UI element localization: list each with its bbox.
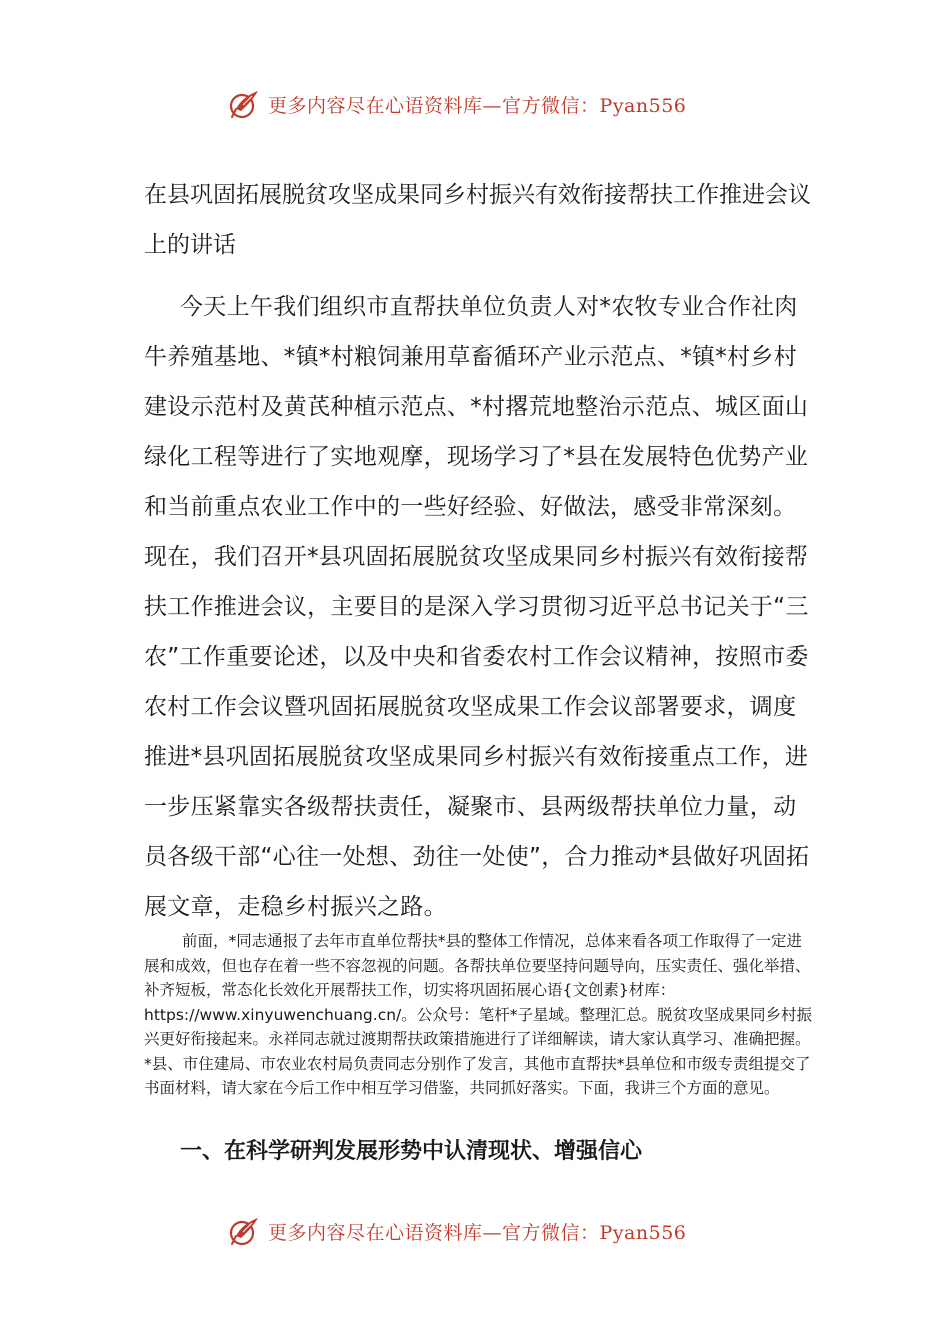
footer-banner: [0, 1211, 950, 1251]
quill-logo-icon: [228, 87, 262, 121]
banner-dash: —: [482, 1221, 503, 1244]
document-title: 在县巩固拓展脱贫攻坚成果同乡村振兴有效衔接帮扶工作推进会议上的讲话: [144, 182, 811, 258]
paragraph-review: 前面，*同志通报了去年市直单位帮扶*县的整体工作情况，总体来看各项工作取得了一定进展和成效，但也存在着一些不容忽视的问题。各帮扶单位要坚持问题导向，压实责任、强化举措、补齐短板，常态化长效化开展帮扶工作，切实将巩固拓展心语{文创素}材库：https://www.xinyuwenchuang.cn/。公众号：笔杆*子星域。整理汇总。脱贫攻坚成果同乡村振兴更好衔接起来。永祥同志就过渡期帮扶政策措施进行了详细解读，请大家认真学习、准确把握。*县、市住建局、市农业农村局负责同志分别作了发言，其他市直帮扶*县单位和市级专责组提交了书面材料，请大家在今后工作中相互学习借鉴，共同抓好落实。下面，我讲三个方面的意见。: [144, 932, 813, 1097]
header-banner-content: [228, 84, 686, 124]
banner-contact-id: Pyan556: [599, 94, 687, 117]
banner-dash: —: [482, 94, 503, 117]
banner-contact-id: Pyan556: [599, 1221, 687, 1244]
banner-text: [268, 91, 686, 118]
paragraph-intro: 今天上午我们组织市直帮扶单位负责人对*农牧专业合作社肉牛养殖基地、*镇*村粮饲兼用草畜循环产业示范点、*镇*村乡村建设示范村及黄芪种植示范点、*村撂荒地整治示范点、城区面山绿化工程等进行了实地观摩，现场学习了*县在发展特色优势产业和当前重点农业工作中的一些好经验、好做法，感受非常深刻。现在，我们召开*县巩固拓展脱贫攻坚成果同乡村振兴有效衔接帮扶工作推进会议，主要目的是深入学习贯彻习近平总书记关于“三农”工作重要论述，以及中央和省委农村工作会议精神，按照市委农村工作会议暨巩固拓展脱贫攻坚成果工作会议部署要求，调度推进*县巩固拓展脱贫攻坚成果同乡村振兴有效衔接重点工作，进一步压紧靠实各级帮扶责任，凝聚市、县两级帮扶单位力量，动员各级干部“心往一处想、劲往一处使”，合力推动*县做好巩固拓展文章，走稳乡村振兴之路。: [144, 294, 810, 920]
footer-banner-content: [228, 1211, 686, 1251]
section-heading: 一、在科学研判发展形势中认清现状、增强信心: [180, 1139, 643, 1164]
banner-slogan: 更多内容尽在心语资料库: [268, 94, 483, 117]
banner-slogan: 更多内容尽在心语资料库: [268, 1221, 483, 1244]
quill-logo-icon: [228, 1214, 262, 1248]
banner-contact-label: 官方微信：: [502, 1221, 600, 1244]
header-banner: [0, 84, 950, 124]
banner-text: [268, 1218, 686, 1245]
banner-contact-label: 官方微信：: [502, 94, 600, 117]
